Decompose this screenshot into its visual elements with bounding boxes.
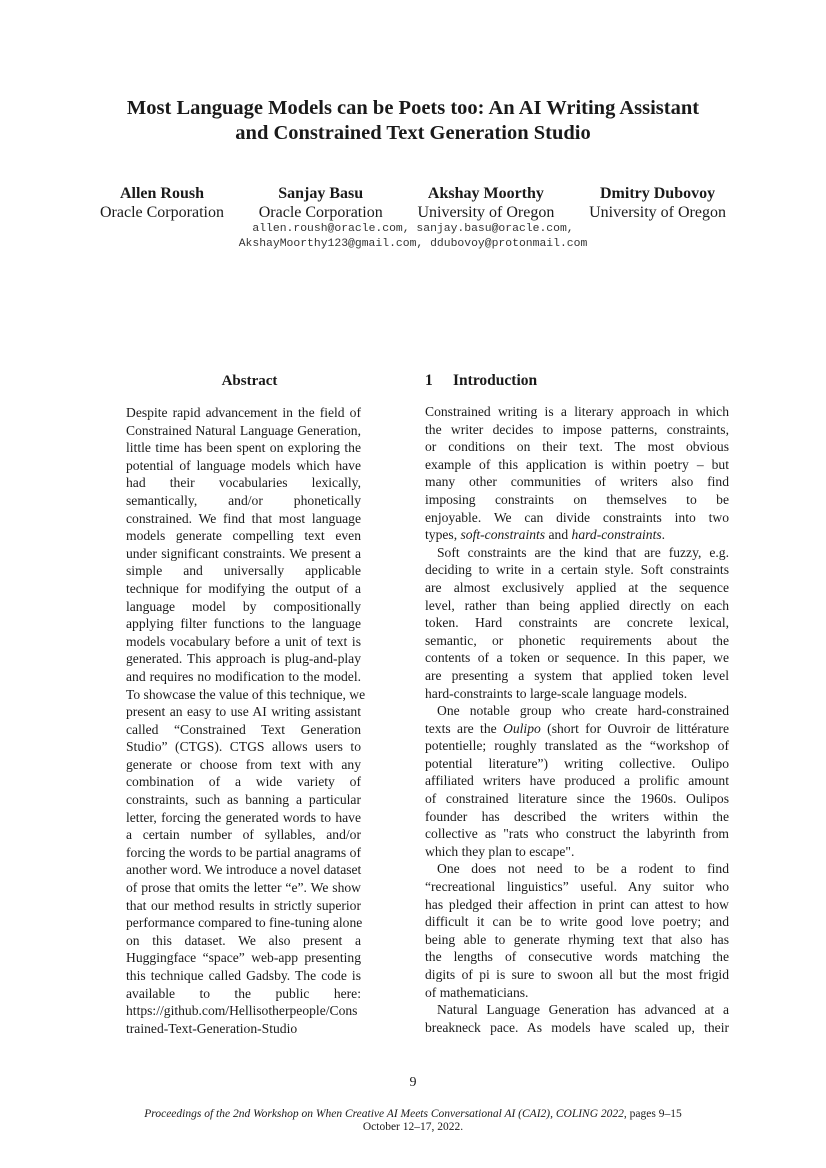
- text-line: trained-Text-Generation-Studio: [126, 1020, 298, 1036]
- author-affiliation: Oracle Corporation: [100, 204, 224, 221]
- text-line: models generate compelling text even: [126, 528, 361, 544]
- text-line: language model by compositionally: [126, 598, 361, 614]
- email-line: allen.roush@oracle.com, sanjay.basu@oracle.com,: [252, 223, 574, 235]
- text-line: models vocabulary before a unit of text is: [126, 633, 361, 649]
- text-line: collective as "rats who construct the labyrinth from: [425, 826, 729, 842]
- text-line: or conditions on their text. The most obvious: [425, 439, 729, 455]
- author: [417, 184, 554, 222]
- text-line: level, rather than being applied directly on each: [425, 597, 729, 613]
- text-line: simple and universally applicable: [126, 563, 361, 579]
- text-line: letter, forcing the generated words to have: [126, 809, 361, 825]
- abstract-heading: Abstract: [221, 373, 278, 389]
- text-line: being able to generate rhyming text that also has: [425, 931, 729, 947]
- emphasis: hard-constraints: [571, 527, 662, 543]
- text-line: semantically, and/or phonetically: [126, 492, 361, 508]
- section-number: 1: [425, 372, 433, 389]
- author-name: Sanjay Basu: [278, 185, 364, 202]
- text-line: technique for modifying the output of a: [126, 580, 361, 596]
- text-line: on this dataset. We also present a: [126, 932, 361, 948]
- text-line: texts are the Oulipo (short for Ouvroir de littérature: [425, 720, 729, 736]
- text-line: potentielle; roughly translated as the “workshop of: [425, 738, 729, 754]
- text-line: Huggingface “space” web-app presenting: [126, 950, 361, 966]
- text-line: affiliated writers have produced a prolific amount: [425, 773, 729, 789]
- email-line: AkshayMoorthy123@gmail.com, ddubovoy@protonmail.com: [238, 237, 588, 250]
- author-name: Dmitry Dubovoy: [599, 185, 716, 202]
- text-line: constraints, such as banning a particular: [126, 792, 361, 808]
- text-line: https://github.com/Hellisotherpeople/Cons: [126, 1003, 358, 1019]
- text-line: Despite rapid advancement in the field of: [126, 405, 361, 420]
- text-line: types, soft-constraints and hard-constraints.: [425, 527, 666, 543]
- title-line: and Constrained Text Generation Studio: [235, 122, 591, 144]
- text-line: generate or choose from text with any: [126, 756, 361, 772]
- text-line: token. Hard constraints are concrete lexical,: [425, 615, 729, 631]
- author-affiliation: University of Oregon: [589, 204, 726, 221]
- text-line: the lengths of consecutive words matching the: [425, 949, 729, 965]
- text-line: are almost exclusively applied at the sequence: [425, 579, 729, 595]
- footer-venue: Proceedings of the 2nd Workshop on When Creative AI Meets Conversational AI (CAI2), COLING 2022: [144, 1108, 624, 1120]
- text-line: had their vocabularies lexically,: [126, 475, 361, 491]
- emphasis: Oulipo: [503, 720, 541, 736]
- text-line: another word. We introduce a novel dataset: [126, 862, 362, 878]
- text-line: imposing constraints on themselves to be: [425, 491, 729, 507]
- author: [589, 184, 726, 222]
- text-line: has pledged their affection in print can attest to how: [425, 896, 729, 912]
- author-list: [100, 184, 726, 222]
- text-line: breakneck pace. As models have scaled up, their: [425, 1019, 729, 1035]
- text-line: are presenting a system that applied token level: [425, 667, 729, 683]
- title-line: Most Language Models can be Poets too: An AI Writing Assistant: [126, 97, 700, 119]
- text-line: called “Constrained Text Generation: [126, 721, 361, 737]
- author: [259, 184, 383, 222]
- text-line: semantic, or phonetic requirements about the: [425, 632, 729, 648]
- introduction-body: [425, 403, 729, 1036]
- text-line: this technique called Gadsby. The code is: [126, 968, 361, 983]
- text-line: hard-constraints to large-scale language models.: [425, 685, 688, 701]
- text-line: example of this application is within poetry – but: [425, 456, 729, 472]
- text-line: Studio” (CTGS). CTGS allows users to: [126, 739, 361, 755]
- page-number: 9: [409, 1075, 417, 1090]
- section-heading-introduction: [425, 372, 537, 390]
- author-name: Allen Roush: [119, 185, 204, 202]
- section-title: Introduction: [453, 372, 538, 389]
- text-line: digits of pi is sure to swoon all but the most frigid: [425, 967, 729, 982]
- author: [100, 184, 224, 222]
- text-line: Soft constraints are the kind that are fuzzy, e.g.: [437, 544, 729, 560]
- text-line: “recreational linguistics” useful. Any suitor who: [425, 879, 729, 895]
- text-line: under significant constraints. We present a: [126, 545, 361, 561]
- text-line: enjoyable. We can divide constraints into two: [425, 509, 729, 525]
- text-line: potential literature”) writing collective. Oulipo: [425, 755, 729, 771]
- author-emails: [100, 222, 726, 251]
- text-line: that our method results in strictly superior: [126, 897, 361, 913]
- text-line: many other communities of writers also find: [425, 474, 729, 490]
- emphasis: soft-constraints: [460, 527, 546, 543]
- text-line: difficult it can be to write good love poetry; and: [425, 914, 729, 930]
- author-affiliation: University of Oregon: [417, 204, 555, 221]
- author-affiliation: Oracle Corporation: [258, 204, 383, 221]
- text-line: founder has described the writers within the: [425, 808, 729, 824]
- author-name: Akshay Moorthy: [427, 185, 544, 202]
- text-line: of mathematicians.: [425, 984, 529, 1000]
- text-line: Constrained writing is a literary approach in which: [425, 404, 729, 419]
- text-line: One does not need to be a rodent to find: [437, 861, 729, 877]
- text-line: performance compared to fine-tuning alone: [126, 915, 363, 931]
- text-line: present an easy to use AI writing assistant: [126, 704, 361, 720]
- text-line: Constrained Natural Language Generation,: [126, 422, 361, 438]
- paper-title: [80, 96, 746, 146]
- text-line: applying filter functions to the language: [126, 616, 361, 632]
- text-line: contents of a token or sequence. In this paper, we: [425, 650, 729, 666]
- text-line: generated. This approach is plug-and-play: [126, 651, 361, 667]
- footer-dates: October 12–17, 2022.: [362, 1121, 464, 1133]
- text-line: Natural Language Generation has advanced at a: [437, 1002, 729, 1018]
- text-line: To showcase the value of this technique, we: [126, 686, 366, 702]
- text-line: potential of language models which have: [126, 457, 361, 473]
- text-line: available to the public here:: [126, 985, 361, 1001]
- abstract-body: [126, 404, 366, 1037]
- text-line: of prose that omits the letter “e”. We show: [126, 880, 361, 896]
- text-line: a certain number of syllables, and/or: [126, 827, 361, 843]
- text-line: deciding to write in a certain style. Soft constraints: [425, 562, 729, 578]
- page-footer: [0, 1108, 826, 1134]
- footer-pages: , pages 9–15: [623, 1108, 682, 1120]
- text-line: forcing the words to be partial anagrams of: [126, 844, 361, 860]
- text-line: little time has been spent on exploring the: [126, 440, 361, 456]
- text-line: which they plan to escape".: [425, 843, 575, 859]
- text-line: the writer decides to impose patterns, constraints,: [425, 421, 729, 437]
- text-line: One notable group who create hard-constrained: [437, 703, 729, 719]
- text-line: constrained. We find that most language: [126, 510, 361, 526]
- text-line: combination of a wide variety of: [126, 774, 361, 790]
- text-line: and requires no modification to the model.: [126, 668, 361, 684]
- text-line: of constrained literature since the 1960s. Oulipos: [425, 791, 729, 807]
